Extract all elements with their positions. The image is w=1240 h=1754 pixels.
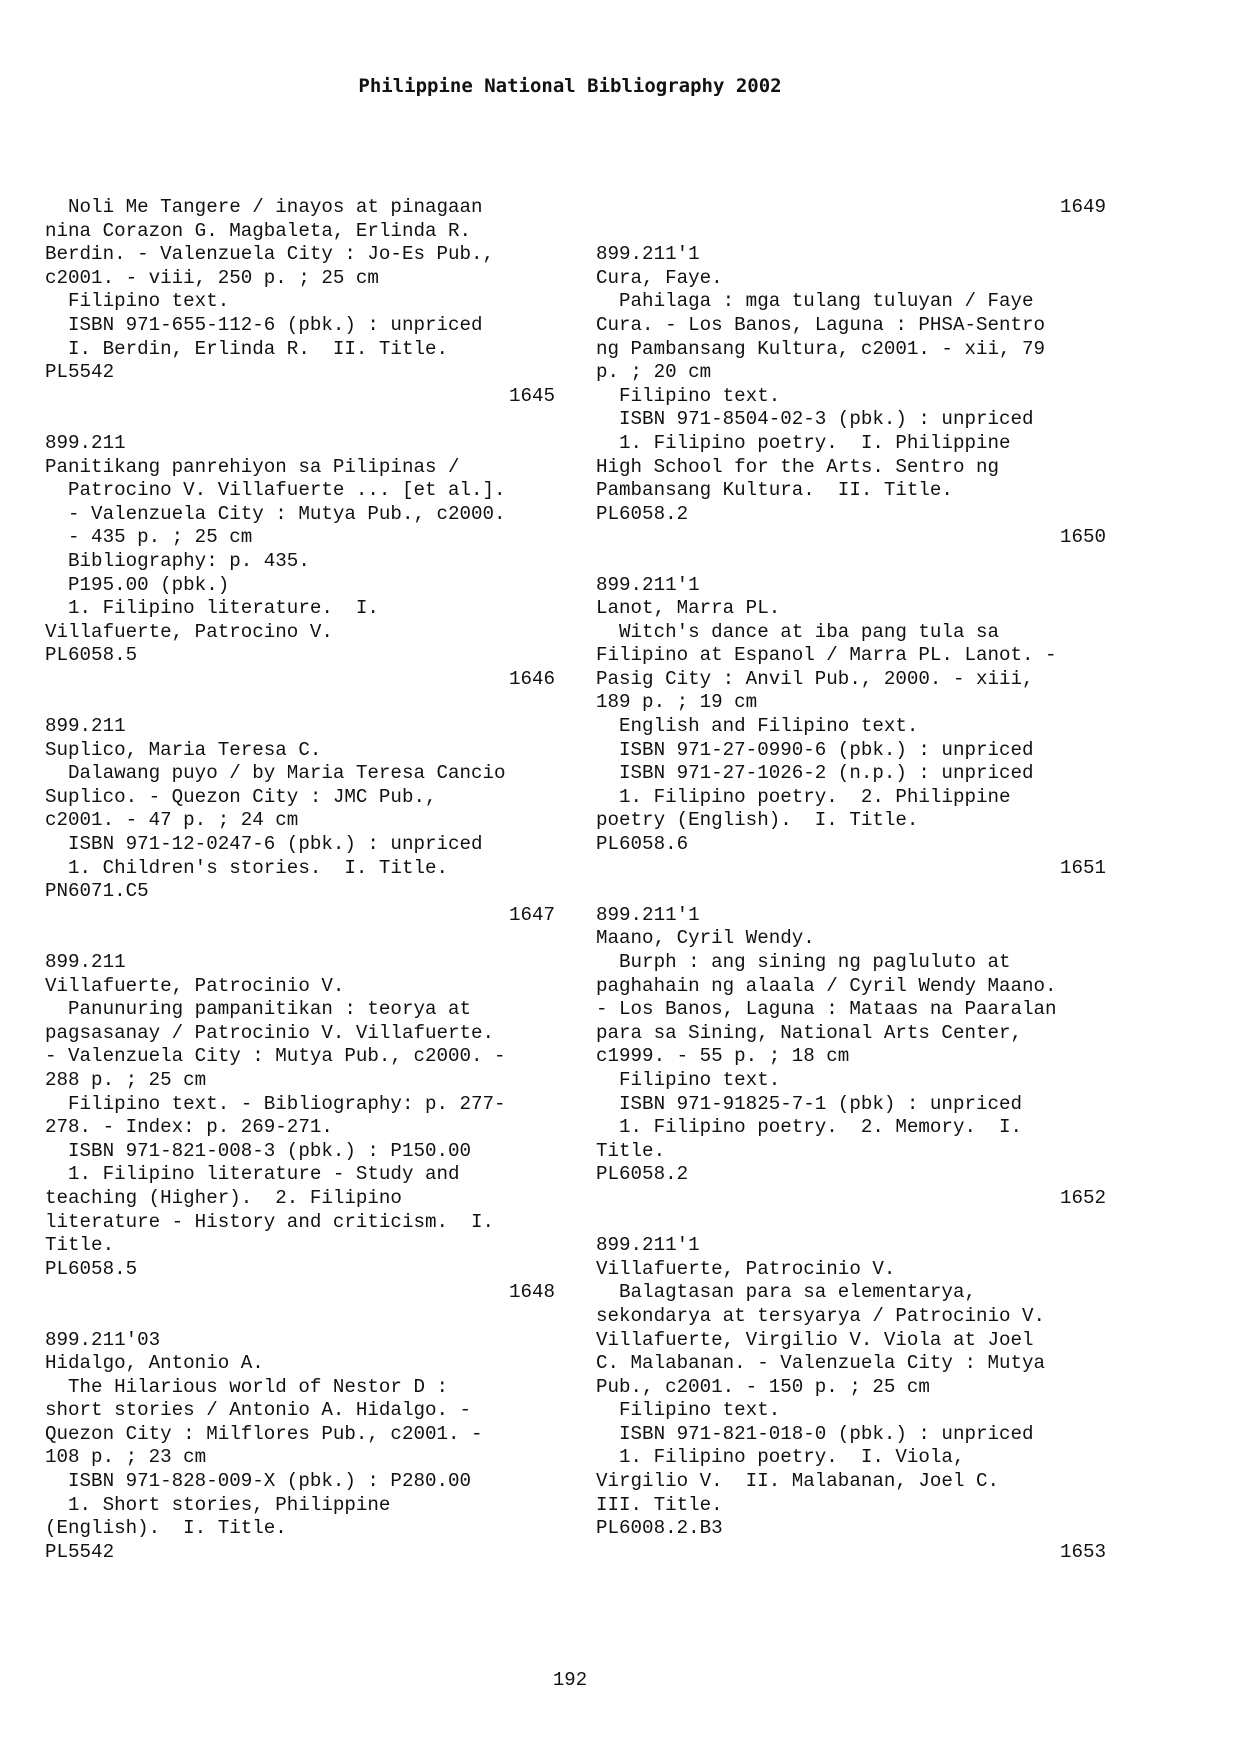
entry-line: PL6058.5 xyxy=(45,1257,138,1280)
entry-line: poetry (English). I. Title. xyxy=(596,809,919,832)
entry-line: Title. xyxy=(596,1139,666,1162)
entry-line: 1. Filipino poetry. I. Viola, xyxy=(596,1446,965,1469)
entry-line: PL6058.5 xyxy=(45,644,138,667)
entry-line: Quezon City : Milflores Pub., c2001. - xyxy=(45,1422,483,1445)
entry-line: 899.211'1 xyxy=(596,573,700,596)
entry-line: pagsasanay / Patrocinio V. Villafuerte. xyxy=(45,1021,495,1044)
entry-line: c2001. - viii, 250 p. ; 25 cm xyxy=(45,266,379,289)
entry-line: Pub., c2001. - 150 p. ; 25 cm xyxy=(596,1375,930,1398)
entry-line: Cura. - Los Banos, Laguna : PHSA-Sentro xyxy=(596,313,1046,336)
entry-line: The Hilarious world of Nestor D : xyxy=(45,1375,449,1398)
entry-line: 899.211'1 xyxy=(596,243,700,266)
entry-number: 1653 xyxy=(1059,1540,1106,1563)
entry-line: Lanot, Marra PL. xyxy=(596,597,781,620)
entry-line: sekondarya at tersyarya / Patrocinio V. xyxy=(596,1304,1046,1327)
entry-line: short stories / Antonio A. Hidalgo. - xyxy=(45,1399,472,1422)
entry-line: teaching (Higher). 2. Filipino xyxy=(45,1186,402,1209)
entry-line: Filipino text. xyxy=(596,1068,781,1091)
entry-line: 899.211'03 xyxy=(45,1328,161,1351)
entry-line: Burph : ang sining ng pagluluto at xyxy=(596,951,1011,973)
entry-line: Filipino text. xyxy=(596,384,781,407)
entry-line: Villafuerte, Patrocinio V. xyxy=(596,1257,896,1280)
blank-line xyxy=(45,1305,565,1329)
entry-line: Maano, Cyril Wendy. xyxy=(596,927,815,950)
entry-line: c2001. - 47 p. ; 24 cm xyxy=(45,809,299,832)
entry-line: ISBN 971-655-112-6 (pbk.) : unpriced xyxy=(45,313,483,336)
entry-number: 1650 xyxy=(1059,526,1106,549)
entry-line: Pahilaga : mga tulang tuluyan / Faye xyxy=(596,290,1034,313)
entry-line: Panunuring pampanitikan : teorya at xyxy=(45,998,472,1021)
entry-line: (English). I. Title. xyxy=(45,1517,287,1540)
entry-line: 899.211'1 xyxy=(596,1234,700,1257)
entry-line: p. ; 20 cm xyxy=(596,361,712,384)
entry-line: ISBN 971-821-018-0 (pbk.) : unpriced xyxy=(596,1422,1034,1445)
entry-line: Balagtasan para sa elementarya, xyxy=(596,1281,976,1304)
entry-line: Filipino text. - Bibliography: p. 277- xyxy=(45,1092,506,1115)
entry-line: Bibliography: p. 435. xyxy=(45,549,310,572)
entry-line: Villafuerte, Patrocino V. xyxy=(45,620,333,643)
entry-line: literature - History and criticism. I. xyxy=(45,1210,495,1233)
entry-line: ISBN 971-12-0247-6 (pbk.) : unpriced xyxy=(45,833,483,856)
entry-number: 1649 xyxy=(1059,196,1106,218)
entry-line: c1999. - 55 p. ; 18 cm xyxy=(596,1045,850,1068)
blank-line xyxy=(596,1211,1116,1235)
entry-line: Suplico. - Quezon City : JMC Pub., xyxy=(45,785,437,808)
entry-line: PL6008.2.B3 xyxy=(596,1517,723,1540)
entry-line: ISBN 971-8504-02-3 (pbk.) : unpriced xyxy=(596,408,1034,431)
entry-line: Filipino text. xyxy=(45,290,230,313)
entry-line: Cura, Faye. xyxy=(596,266,723,289)
entry-line: - 435 p. ; 25 cm xyxy=(45,526,253,549)
entry-line: III. Title. xyxy=(596,1493,723,1516)
entry-line: 1. Filipino poetry. 2. Philippine xyxy=(596,785,1011,808)
entry-line: Pambansang Kultura. II. Title. xyxy=(596,479,953,502)
entry-line: 189 p. ; 19 cm xyxy=(596,691,758,714)
entry-line: ISBN 971-27-1026-2 (n.p.) : unpriced xyxy=(596,762,1034,785)
entry-line: PL5542 xyxy=(45,361,115,384)
blank-line xyxy=(45,927,565,951)
page-number: 192 xyxy=(552,1669,588,1691)
entry-line: para sa Sining, National Arts Center, xyxy=(596,1021,1023,1044)
entry-number: 1651 xyxy=(1059,856,1106,879)
entry-line: 278. - Index: p. 269-271. xyxy=(45,1116,333,1139)
entry-line: Patrocino V. Villafuerte ... [et al.]. xyxy=(45,479,506,502)
entry-line: - Los Banos, Laguna : Mataas na Paaralan xyxy=(596,998,1057,1021)
entry-line: Villafuerte, Patrocinio V. xyxy=(45,974,345,997)
entry-line: paghahain ng alaala / Cyril Wendy Maano. xyxy=(596,974,1057,997)
entry-line: - Valenzuela City : Mutya Pub., c2000. xyxy=(45,502,506,525)
entry-line: 288 p. ; 25 cm xyxy=(45,1068,207,1091)
entry-line: ISBN 971-828-009-X (pbk.) : P280.00 xyxy=(45,1470,472,1493)
entry-line: Villafuerte, Virgilio V. Viola at Joel xyxy=(596,1328,1034,1351)
entry-line: ISBN 971-821-008-3 (pbk.) : P150.00 xyxy=(45,1139,472,1162)
entry-line: 1. Children's stories. I. Title. xyxy=(45,856,449,879)
entry-line: 899.211 xyxy=(45,951,126,973)
entry-line: Witch's dance at iba pang tula sa xyxy=(596,620,1000,643)
entry-line: Noli Me Tangere / inayos at pinagaan xyxy=(45,196,483,218)
entry-line: ISBN 971-91825-7-1 (pbk) : unpriced xyxy=(596,1092,1023,1115)
entry-line: Filipino at Espanol / Marra PL. Lanot. - xyxy=(596,644,1057,667)
entry-number: 1648 xyxy=(508,1281,555,1304)
entry-line: 1. Filipino poetry. I. Philippine xyxy=(596,431,1011,454)
entry-line: Panitikang panrehiyon sa Pilipinas / xyxy=(45,455,460,478)
entry-number: 1646 xyxy=(508,667,555,690)
bibliography-column-right xyxy=(596,196,1116,1564)
entry-line: 899.211'1 xyxy=(596,903,700,926)
entry-line: Dalawang puyo / by Maria Teresa Cancio xyxy=(45,762,506,785)
entry-number: 1652 xyxy=(1059,1186,1106,1209)
entry-line: ISBN 971-27-0990-6 (pbk.) : unpriced xyxy=(596,738,1034,761)
bibliography-column-left xyxy=(45,196,565,1564)
entry-line: Berdin. - Valenzuela City : Jo-Es Pub., xyxy=(45,243,495,266)
entry-line: I. Berdin, Erlinda R. II. Title. xyxy=(45,337,449,360)
page-title: Philippine National Bibliography 2002 xyxy=(358,75,782,97)
entry-line: PL5542 xyxy=(45,1540,115,1563)
entry-line: nina Corazon G. Magbaleta, Erlinda R. xyxy=(45,219,472,242)
blank-line xyxy=(596,550,1116,574)
entry-line: ng Pambansang Kultura, c2001. - xii, 79 xyxy=(596,337,1046,360)
entry-number: 1645 xyxy=(508,384,555,407)
entry-line: PL6058.6 xyxy=(596,833,689,856)
entry-line: 1. Short stories, Philippine xyxy=(45,1493,391,1516)
blank-line xyxy=(45,408,565,432)
entry-line: 899.211 xyxy=(45,431,126,454)
entry-line: Filipino text. xyxy=(596,1399,781,1422)
entry-line: 108 p. ; 23 cm xyxy=(45,1446,207,1469)
blank-line xyxy=(596,220,1116,244)
entry-line: Hidalgo, Antonio A. xyxy=(45,1352,264,1375)
entry-line: 1. Filipino literature. I. xyxy=(45,597,379,620)
entry-line: English and Filipino text. xyxy=(596,715,919,738)
entry-line: C. Malabanan. - Valenzuela City : Mutya xyxy=(596,1352,1046,1375)
blank-line xyxy=(45,691,565,715)
blank-line xyxy=(596,880,1116,904)
entry-line: - Valenzuela City : Mutya Pub., c2000. - xyxy=(45,1045,506,1068)
entry-line: PN6071.C5 xyxy=(45,880,149,903)
entry-line: PL6058.2 xyxy=(596,502,689,525)
entry-line: P195.00 (pbk.) xyxy=(45,573,230,596)
entry-line: PL6058.2 xyxy=(596,1163,689,1186)
entry-line: 1. Filipino poetry. 2. Memory. I. xyxy=(596,1116,1023,1139)
entry-line: Virgilio V. II. Malabanan, Joel C. xyxy=(596,1470,1000,1493)
entry-line: Pasig City : Anvil Pub., 2000. - xiii, xyxy=(596,667,1034,690)
entry-line: Suplico, Maria Teresa C. xyxy=(45,738,322,761)
entry-line: Title. xyxy=(45,1234,115,1257)
entry-line: High School for the Arts. Sentro ng xyxy=(596,455,1000,478)
entry-line: 1. Filipino literature - Study and xyxy=(45,1163,460,1186)
entry-number: 1647 xyxy=(508,903,555,926)
entry-line: 899.211 xyxy=(45,715,126,738)
